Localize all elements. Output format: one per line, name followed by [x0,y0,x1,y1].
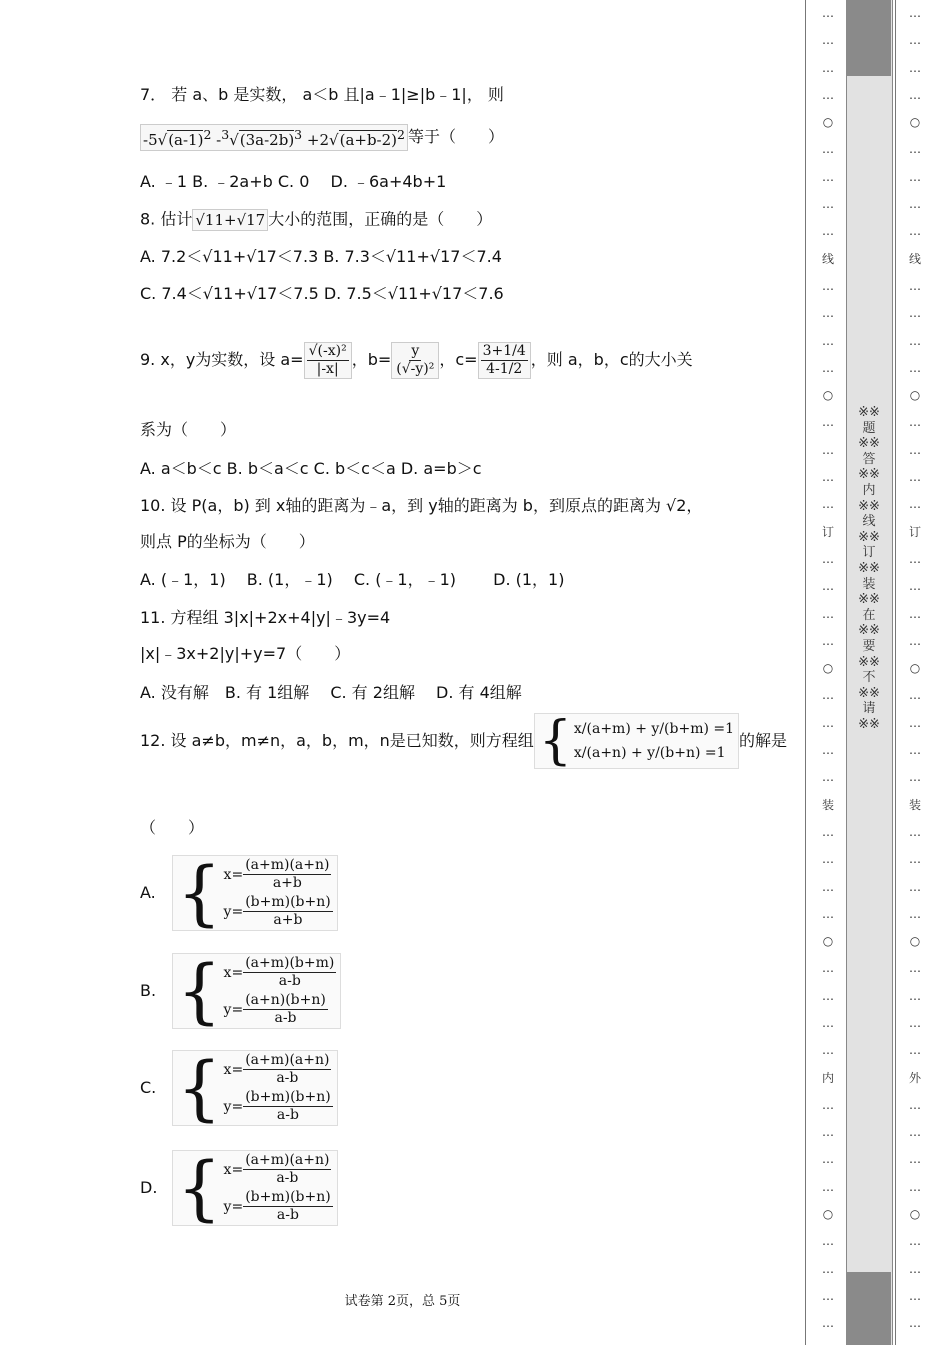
option-system: { x= $\frac{(a+m)(a+n)}{a-b}$ y= $\frac{(b+m)(b+n)}{a-b}$ [172,1050,338,1126]
margin-glyph: … [909,633,921,648]
margin-glyph: … [909,1152,921,1167]
margin-glyph: … [909,1288,921,1303]
margin-glyph: ○ [822,1207,834,1222]
q8-options-ab: A. 7.2＜√11+√17＜7.3 B. 7.3＜√11+√17＜7.4 [140,247,502,266]
margin-glyph: … [909,306,921,321]
margin-glyph: … [822,442,834,457]
q7-expression-line [140,124,504,151]
margin-glyph: … [822,60,834,75]
margin-line-left [805,0,806,1345]
margin-glyph: … [822,633,834,648]
margin-glyph: … [822,1015,834,1030]
option-label: C. [140,1078,157,1097]
margin-glyph: … [909,1097,921,1112]
margin-glyph: … [909,278,921,293]
margin-glyph: … [909,606,921,621]
margin-glyph: … [822,306,834,321]
margin-glyph: … [822,278,834,293]
margin-glyph: … [909,1234,921,1249]
margin-glyph: … [822,879,834,894]
margin-glyph: … [909,224,921,239]
margin-glyph: … [909,961,921,976]
margin-glyph: 线 [908,251,921,266]
margin-glyph: ○ [822,934,834,949]
margin-glyph: 线 [821,251,834,266]
margin-glyph: … [822,360,834,375]
option-system: { x= $\frac{(a+m)(a+n)}{a+b}$ y= $\frac{(b+m)(b+n)}{a+b}$ [172,855,338,931]
margin-glyph: … [822,1043,834,1058]
margin-glyph: … [909,906,921,921]
margin-glyph: ○ [909,115,921,130]
q7-options: A. ﹣1 B. ﹣2a+b C. 0 D. ﹣6a+4b+1 [140,172,447,191]
margin-glyph: … [822,470,834,485]
margin-glyph: … [909,770,921,785]
margin-glyph: … [909,497,921,512]
q10-options: A. (﹣1，1) B. (1，﹣1) C. (﹣1，﹣1) D. (1，1) [140,570,565,589]
margin-glyph: … [822,551,834,566]
margin-glyph: … [909,415,921,430]
margin-glyph: 订 [821,524,834,539]
margin-glyph: 外 [908,1070,921,1085]
q11-options: A. 没有解 B. 有 1组解 C. 有 2组解 D. 有 4组解 [140,683,522,702]
margin-glyph: … [822,33,834,48]
margin-glyph: … [822,1261,834,1276]
page-footer: 试卷第 2页，总 5页 [344,1294,461,1309]
binding-strip-top [846,0,891,76]
margin-glyph: … [822,743,834,758]
margin-glyph: … [909,1125,921,1140]
q12-option-d [140,1147,338,1229]
q9-stem: 9. x，y为实数，设 a= $\frac{\text{√(-x)²}}{|-x|}$ ，b= $\frac{y}{\text{(√-y)²}}$ ，c= $\frac{3+1/4}{4-1/2}$ ，则 a，b，c的大小关 [140,343,693,377]
margin-glyph: ○ [822,661,834,676]
margin-glyph: … [909,1261,921,1276]
q10-line1: 10. 设 P(a，b) 到 x轴的距离为﹣a，到 y轴的距离为 b，到原点的距离为 √2， [140,496,703,515]
q11-line1: 11. 方程组 3|x|+2x+4|y|﹣3y=4 [140,608,391,627]
margin-glyph: … [822,906,834,921]
q9-options: A. a＜b＜c B. b＜a＜c C. b＜c＜a D. a=b＞c [140,459,482,478]
margin-glyph: … [822,715,834,730]
margin-glyph: … [822,197,834,212]
margin-glyph: … [909,1043,921,1058]
margin-glyph: … [822,988,834,1003]
margin-glyph: … [822,579,834,594]
margin-glyph: … [822,824,834,839]
q12-option-b [140,950,341,1032]
margin-glyph: … [822,169,834,184]
q7-expression: $-5√(a-1)^2$ $-^3√(3a-2b)^3 +2√(a+b-2)^2$ [140,124,408,151]
q10-line2: 则点 P的坐标为（ ） [140,532,315,551]
margin-glyph: … [822,1097,834,1112]
margin-glyph: 装 [908,797,921,812]
margin-glyph: … [909,824,921,839]
margin-glyph: … [822,142,834,157]
margin-glyph: … [909,6,921,20]
margin-glyph: … [822,1152,834,1167]
margin-glyph: … [909,333,921,348]
margin-glyph: … [822,852,834,867]
q12-option-c [140,1047,338,1129]
margin-glyph: … [909,1316,921,1331]
margin-glyph: … [909,1015,921,1030]
margin-glyph: ○ [822,388,834,403]
margin-glyph: … [822,606,834,621]
option-label: A. [140,883,156,902]
margin-glyph: 订 [908,524,921,539]
q9-c-fraction: $\frac{3+1/4}{4-1/2}$ [478,342,531,379]
margin-glyph: ○ [909,1207,921,1222]
q9-b-fraction: $\frac{y}{\text{(√-y)²}}$ [391,342,439,379]
margin-glyph: … [822,1288,834,1303]
margin-glyph: … [822,1316,834,1331]
margin-glyph: … [909,1179,921,1194]
q9-line2: 系为（ ） [140,420,237,439]
option-system: { x= $\frac{(a+m)(b+m)}{a-b}$ y= $\frac{(a+n)(b+n)}{a-b}$ [172,953,341,1029]
margin-glyph: … [909,33,921,48]
margin-glyph: ○ [909,661,921,676]
margin-glyph: … [909,470,921,485]
margin-glyph: … [822,770,834,785]
q8-options-cd: C. 7.4＜√11+√17＜7.5 D. 7.5＜√11+√17＜7.6 [140,284,504,303]
q9-a-fraction: $\frac{\text{√(-x)²}}{|-x|}$ [304,342,352,379]
outer-dotted-column [903,0,927,1338]
margin-glyph: … [909,879,921,894]
margin-glyph: … [822,688,834,703]
margin-glyph: … [909,579,921,594]
margin-glyph: … [822,1125,834,1140]
margin-line-right [895,0,896,1345]
margin-glyph: ○ [909,934,921,949]
margin-glyph: … [909,360,921,375]
binding-warning-text: ※※题※※答※※内※※线※※订※※装※※在※※要※※不※※请※※ [858,405,880,732]
margin-glyph: … [909,988,921,1003]
q7-line1: 7． 若 a、b 是实数， a＜b 且|a﹣1|≥|b﹣1|， 则 [140,85,504,104]
q12-stem: 12. 设 a≠b，m≠n，a，b，m，n是已知数，则方程组 { x/(a+m) + y/(b+m) =1 x/(a+n) + y/(b+n) =1 的解是 [140,711,788,771]
margin-glyph: … [909,715,921,730]
margin-glyph: … [909,142,921,157]
margin-glyph: … [909,169,921,184]
option-label: B. [140,981,157,1000]
margin-glyph: ○ [909,388,921,403]
inner-dotted-column [816,0,840,1338]
q12-equation-system: { x/(a+m) + y/(b+m) =1 x/(a+n) + y/(b+n) =1 [534,713,739,769]
option-system: { x= $\frac{(a+m)(a+n)}{a-b}$ y= $\frac{(b+m)(b+n)}{a-b}$ [172,1150,338,1226]
margin-glyph: … [822,333,834,348]
margin-glyph: … [822,497,834,512]
option-label: D. [140,1178,158,1197]
margin-glyph: … [909,87,921,102]
margin-glyph: 装 [821,797,834,812]
margin-glyph: … [909,852,921,867]
margin-glyph: … [909,688,921,703]
margin-glyph: ○ [822,115,834,130]
q12-option-a [140,852,338,934]
margin-glyph: … [822,415,834,430]
margin-glyph: … [822,1234,834,1249]
q8-stem: 8. 估计 √11+√17 大小的范围，正确的是（ ） [140,209,493,229]
margin-glyph: … [822,1179,834,1194]
margin-glyph: … [822,6,834,20]
q12-line2: （ ） [140,818,205,837]
margin-glyph: … [822,224,834,239]
margin-glyph: … [909,442,921,457]
margin-glyph: … [822,961,834,976]
margin-glyph: 内 [821,1070,834,1085]
q11-line2: |x|﹣3x+2|y|+y=7（ ） [140,644,351,663]
margin-glyph: … [822,87,834,102]
q7-tail: 等于（ ） [407,127,504,146]
margin-glyph: … [909,60,921,75]
margin-glyph: … [909,197,921,212]
binding-strip-bottom [846,1272,891,1345]
margin-glyph: … [909,743,921,758]
q8-expression: √11+√17 [192,209,268,231]
margin-glyph: … [909,551,921,566]
